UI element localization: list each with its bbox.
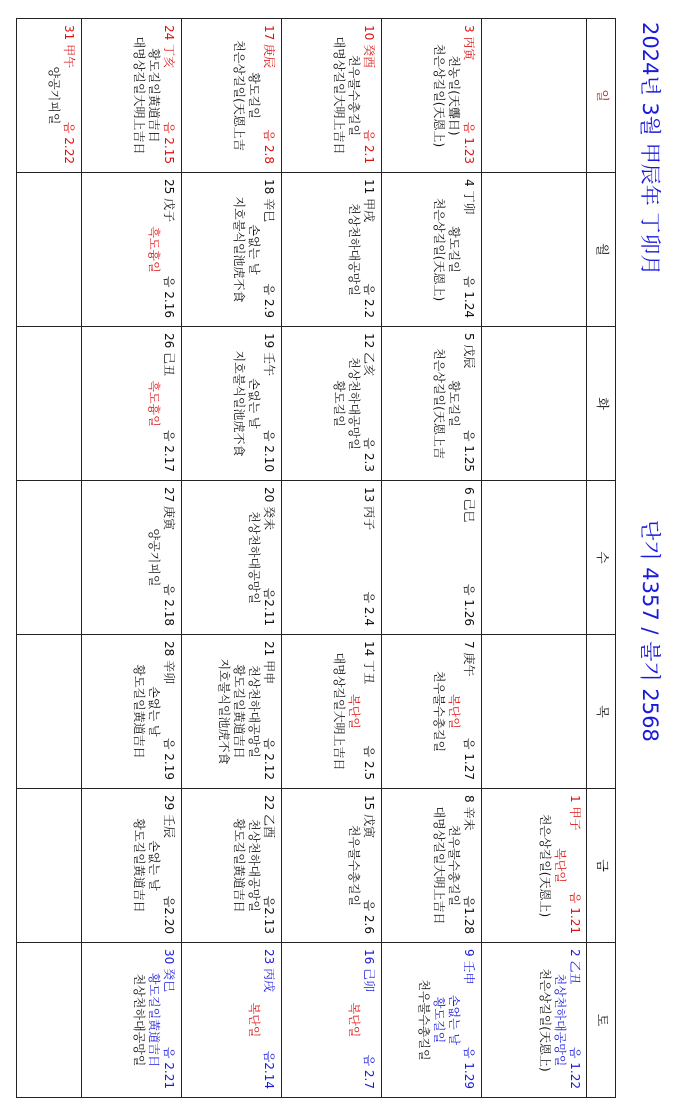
day-cell[interactable] (282, 943, 381, 1097)
day-number: 16 己卯 (362, 949, 376, 993)
day-cell[interactable] (182, 19, 281, 173)
day-events (246, 481, 261, 634)
day-events (537, 789, 567, 942)
day-cell[interactable] (82, 943, 181, 1097)
day-event: 대명상길일大明上吉日 (432, 806, 446, 925)
day-events (431, 173, 461, 326)
day-events (431, 635, 461, 788)
day-event: 천농일(天聾日) (447, 55, 461, 136)
lunar-date: 음2.11 (262, 587, 276, 626)
lunar-date: 음 2.22 (62, 121, 76, 164)
lunar-date: 음 2.9 (262, 283, 276, 318)
lunar-date: 음 2.10 (262, 429, 276, 472)
day-event: 지호불식일池虎不食 (232, 196, 246, 303)
day-number: 24 丁亥 (162, 25, 176, 69)
day-events (131, 789, 161, 942)
day-cell[interactable] (82, 173, 181, 327)
empty-day-cell (17, 173, 81, 327)
day-cell[interactable] (282, 481, 381, 635)
day-cell[interactable] (282, 635, 381, 789)
week-row (481, 19, 587, 1097)
day-events (331, 19, 361, 172)
day-number: 23 丙戌 (262, 949, 276, 993)
day-number: 13 丙子 (362, 487, 376, 531)
empty-day-cell (17, 635, 81, 789)
lunar-date: 음 1.26 (462, 583, 476, 626)
lunar-date: 음 2.7 (362, 1054, 376, 1089)
day-event: 천은상길일(天恩上) (538, 968, 552, 1072)
day-event: 대명상길일大明上吉日 (332, 652, 346, 771)
day-number: 22 乙酉 (262, 795, 276, 839)
day-event: 복단일 (347, 1002, 361, 1038)
day-event: 복단일 (553, 848, 567, 883)
day-event: 흑도흉일 (147, 226, 161, 273)
day-number: 12 乙亥 (362, 333, 376, 377)
day-event: 흑도흉일 (147, 380, 161, 427)
day-events (231, 19, 261, 172)
day-events (346, 943, 361, 1097)
empty-day-cell (482, 635, 587, 789)
lunar-date: 음 2.17 (162, 429, 176, 472)
day-cell[interactable] (382, 327, 481, 481)
day-cell[interactable] (182, 943, 281, 1097)
day-number: 6 己巳 (462, 487, 476, 523)
day-cell[interactable] (382, 173, 481, 327)
lunar-date: 음 2.1 (362, 129, 376, 164)
lunar-date: 음 2.5 (362, 745, 376, 780)
empty-day-cell (482, 481, 587, 635)
day-events (431, 327, 461, 480)
weekday-wed: 수 (587, 481, 615, 635)
day-events (431, 19, 461, 172)
day-number: 4 丁卯 (462, 179, 476, 215)
week-row (181, 19, 281, 1097)
day-number: 11 甲戌 (362, 179, 376, 223)
lunar-date: 음 2.3 (362, 437, 376, 472)
lunar-date: 음 2.15 (162, 121, 176, 164)
day-number: 27 庚寅 (162, 487, 176, 531)
day-number: 18 辛巳 (262, 179, 276, 223)
day-events (346, 789, 361, 942)
day-number: 19 壬午 (262, 333, 276, 377)
day-event: 천은상길일(天恩上) (538, 813, 552, 918)
day-events (146, 327, 161, 480)
day-cell[interactable] (82, 635, 181, 789)
lunar-date: 음 2.12 (262, 737, 276, 780)
lunar-date: 음 2.19 (162, 737, 176, 780)
weekday-header-row (586, 19, 615, 1097)
day-events (146, 481, 161, 634)
weekday-fri: 금 (587, 789, 615, 943)
lunar-date: 음 1.21 (568, 891, 582, 934)
weekday-sun: 일 (587, 19, 615, 173)
day-events (131, 19, 161, 172)
day-events (231, 327, 261, 480)
day-event: 황도길일 (332, 380, 346, 427)
day-cell[interactable] (82, 327, 181, 481)
lunar-date: 음 1.22 (568, 1046, 582, 1089)
calendar-title: 2024년 3월 甲辰年 丁卯月 (638, 22, 662, 276)
day-event: 복단일 (347, 694, 361, 729)
day-event: 복단일 (447, 694, 461, 729)
day-cell[interactable] (282, 19, 381, 173)
lunar-date: 음 2.8 (262, 129, 276, 164)
day-number: 14 丁丑 (362, 641, 376, 685)
day-events (331, 635, 361, 788)
empty-day-cell (482, 327, 587, 481)
day-event: 천우불수총길일 (347, 824, 361, 907)
day-events (537, 943, 567, 1097)
day-event: 황도길일 (447, 226, 461, 273)
day-number: 8 辛未 (462, 795, 476, 831)
day-number: 9 壬申 (462, 949, 476, 985)
empty-day-cell (482, 173, 587, 327)
empty-day-cell (482, 19, 587, 173)
weekday-mon: 월 (587, 173, 615, 327)
day-number: 15 戊寅 (362, 795, 376, 839)
lunar-date: 음 1.27 (462, 737, 476, 780)
day-cell[interactable] (382, 635, 481, 789)
lunar-date: 음 2.4 (362, 591, 376, 626)
day-cell[interactable] (382, 943, 481, 1097)
day-cell[interactable] (82, 481, 181, 635)
day-cell[interactable] (282, 789, 381, 943)
day-event: 천우불수총길일 (447, 824, 461, 907)
day-cell[interactable] (82, 789, 181, 943)
day-number: 29 壬辰 (162, 795, 176, 839)
day-event: 천은상길일(天恩上) (432, 197, 446, 302)
day-event: 황도길일黃道吉日 (232, 818, 246, 913)
day-cell[interactable] (17, 19, 81, 173)
day-event: 양공기피일 (147, 528, 161, 587)
day-number: 20 癸未 (262, 487, 276, 531)
week-row (381, 19, 481, 1097)
day-cell[interactable] (482, 789, 587, 943)
day-event: 황도길일 (447, 380, 461, 427)
empty-day-cell (17, 481, 81, 635)
day-event: 지호불식일池虎不食 (217, 658, 231, 765)
day-event: 복단일 (247, 1002, 261, 1038)
day-event: 천우불수총길일 (432, 670, 446, 753)
day-cell[interactable] (182, 327, 281, 481)
day-event: 황도길일黃道吉日 (147, 972, 161, 1068)
empty-day-cell (17, 327, 81, 481)
day-number: 31 甲午 (62, 25, 76, 69)
day-events (46, 19, 61, 172)
day-events (131, 943, 161, 1097)
day-number: 30 癸巳 (162, 949, 176, 993)
day-event: 천상천하대공망일 (347, 357, 361, 450)
day-cell[interactable] (382, 19, 481, 173)
lunar-date: 음2.14 (262, 1050, 276, 1089)
day-event: 양공기피일 (47, 66, 61, 125)
week-row (17, 19, 81, 1097)
title-row (630, 0, 670, 1116)
day-event: 천상천하대공망일 (553, 973, 567, 1067)
day-number: 3 丙寅 (462, 25, 476, 61)
day-event: 천우불수총길일 (417, 979, 431, 1061)
day-event: 천상천하대공망일 (247, 511, 261, 604)
day-events (246, 943, 261, 1097)
day-event: 황도길일黃道吉日 (147, 48, 161, 143)
lunar-date: 음 2.2 (362, 283, 376, 318)
day-events (231, 173, 261, 326)
lunar-date: 음 1.25 (462, 429, 476, 472)
day-number: 17 庚辰 (262, 25, 276, 69)
day-event: 대명상길일大明上吉日 (132, 36, 146, 155)
day-number: 2 乙丑 (568, 949, 582, 985)
weekday-thu: 목 (587, 635, 615, 789)
day-events (331, 327, 361, 480)
day-event: 손없는 날 (247, 224, 261, 275)
day-cell[interactable] (182, 481, 281, 635)
day-event: 천상천하대공망일 (247, 665, 261, 758)
day-number: 7 庚午 (462, 641, 476, 677)
day-event: 황도길일 (432, 996, 446, 1044)
day-event: 천은상길일(天恩上吉 (232, 40, 246, 151)
day-events (231, 789, 261, 942)
lunar-date: 음 1.29 (462, 1046, 476, 1089)
lunar-date: 음 2.16 (162, 275, 176, 318)
day-cell[interactable] (282, 173, 381, 327)
day-number: 5 戊辰 (462, 333, 476, 369)
day-event: 지호불식일池虎不食 (232, 350, 246, 457)
calendar-subtitle: 단기 4357 / 불기 2568 (638, 520, 662, 742)
lunar-date: 음 1.24 (462, 275, 476, 318)
week-row (81, 19, 181, 1097)
weekday-tue: 화 (587, 327, 615, 481)
day-events (146, 173, 161, 326)
day-cell[interactable] (182, 635, 281, 789)
day-event: 손없는 날 (447, 994, 461, 1046)
day-number: 21 甲申 (262, 641, 276, 685)
lunar-date: 음1.28 (462, 895, 476, 934)
day-event: 천상천하대공망일 (347, 203, 361, 296)
lunar-date: 음 2.18 (162, 583, 176, 626)
week-row (281, 19, 381, 1097)
day-event: 천은상길일(天恩上吉 (432, 348, 446, 459)
lunar-date: 음 1.23 (462, 121, 476, 164)
calendar-grid (16, 18, 616, 1098)
lunar-date: 음 2.21 (162, 1046, 176, 1089)
day-events (346, 173, 361, 326)
day-number: 10 癸酉 (362, 25, 376, 69)
day-cell[interactable] (382, 481, 481, 635)
day-number: 1 甲子 (568, 795, 582, 831)
empty-day-cell (17, 789, 81, 943)
day-event: 황도길일 (247, 72, 261, 119)
day-cell[interactable] (482, 943, 587, 1097)
day-event: 천은상길일(天恩上) (432, 43, 446, 148)
day-events (216, 635, 261, 788)
day-event: 손없는 날 (147, 840, 161, 891)
empty-day-cell (17, 943, 81, 1097)
day-event: 천우불수총길일 (347, 54, 361, 137)
lunar-date: 음 2.6 (362, 899, 376, 934)
day-event: 대명상길일大明上吉日 (332, 36, 346, 155)
day-event: 황도길일黃道吉日 (232, 664, 246, 759)
day-number: 28 辛卯 (162, 641, 176, 685)
day-cell[interactable] (282, 327, 381, 481)
day-events (416, 943, 461, 1097)
day-event: 황도길일黃道吉日 (132, 664, 146, 759)
day-events (431, 789, 461, 942)
day-event: 천상천하대공망일 (247, 819, 261, 912)
day-event: 황도길일黃道吉日 (132, 818, 146, 913)
day-cell[interactable] (182, 173, 281, 327)
lunar-date: 음2.20 (162, 895, 176, 934)
day-number: 26 己丑 (162, 333, 176, 377)
day-event: 손없는 날 (247, 378, 261, 429)
day-event: 손없는 날 (147, 686, 161, 737)
day-number: 25 戊子 (162, 179, 176, 223)
day-events (131, 635, 161, 788)
lunar-date: 음2.13 (262, 895, 276, 934)
day-cell[interactable] (182, 789, 281, 943)
weekday-sat: 토 (594, 1013, 609, 1027)
day-event: 천상천하대공망일 (132, 973, 146, 1067)
day-cell[interactable] (382, 789, 481, 943)
day-cell[interactable] (82, 19, 181, 173)
